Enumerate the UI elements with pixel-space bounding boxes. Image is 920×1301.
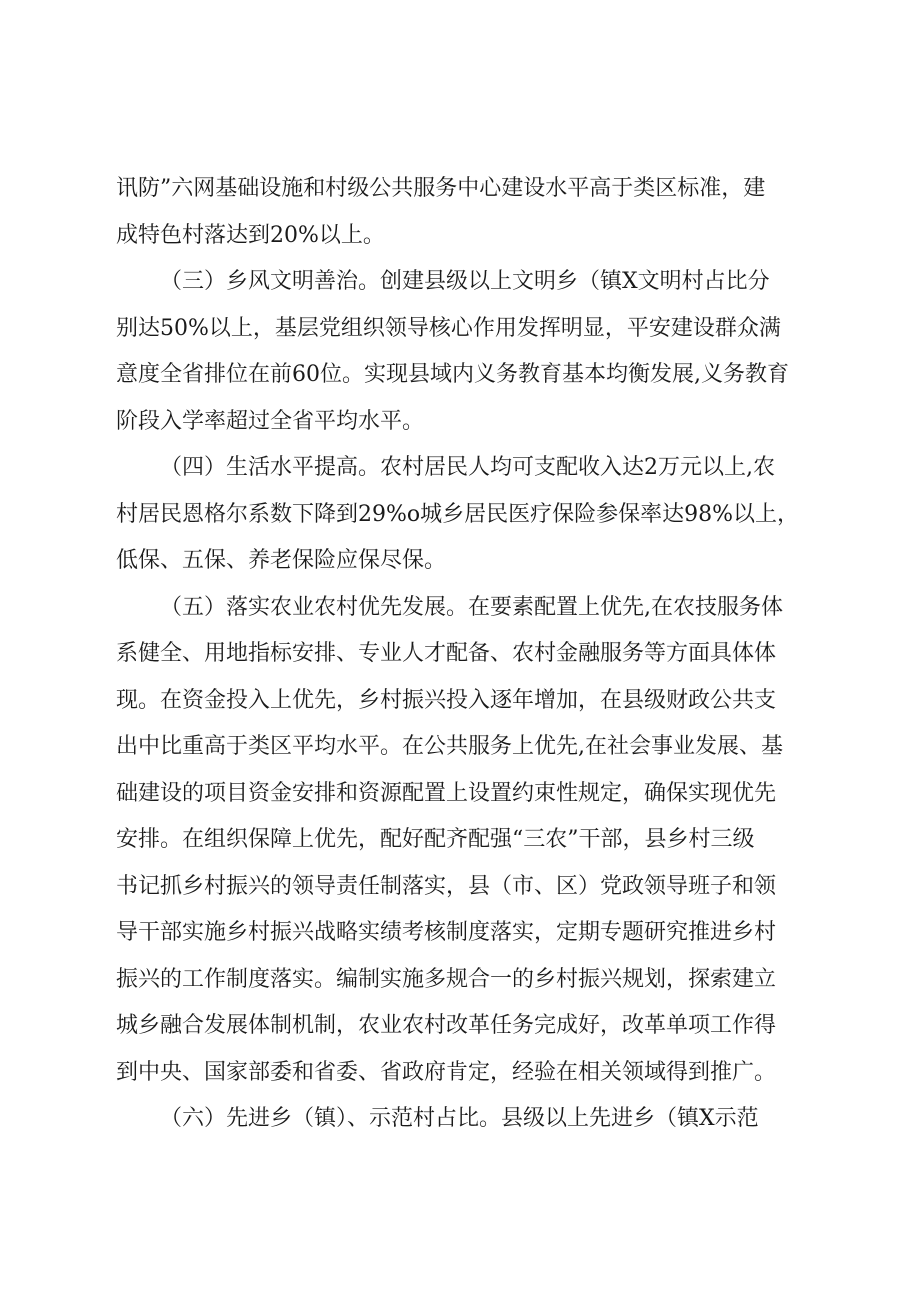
document-body (116, 166, 826, 1143)
text-line: 城乡融合发展体制机制，农业农村改革任务完成好，改革单项工作得 (116, 1013, 777, 1038)
paragraph-first-line: （三）乡风文明善治。创建县级以上文明乡（镇X文明村占比分 (160, 269, 770, 294)
text-line: 到中央、国家部委和省委、省政府肯定，经验在相关领域得到推广。 (116, 1059, 777, 1085)
text-line: 安排。在组织保障上优先，配好配齐配强“三农”干部，县乡村三级 (116, 827, 755, 852)
text-line: 振兴的工作制度落实。编制实施多规合一的乡村振兴规划，探索建立 (116, 966, 777, 992)
text-line: 阶段入学率超过全省平均水平。 (116, 408, 425, 434)
text-line: 现。在资金投入上优先，乡村振兴投入逐年增加，在县级财政公共支 (116, 687, 777, 713)
paragraph-first-line: （五）落实农业农村优先发展。在要素配置上优先,在农技服务体 (160, 594, 783, 620)
text-line: 低保、五保、养老保险应保尽保。 (116, 548, 447, 573)
text-line: 导干部实施乡村振兴战略实绩考核制度落实，定期专题研究推进乡村 (116, 920, 777, 945)
text-line: 础建设的项目资金安排和资源配置上设置约束性规定，确保实现优先 (116, 780, 777, 806)
text-line: 出中比重高于类区平均水平。在公共服务上优先,在社会事业发展、基 (116, 734, 783, 759)
paragraph-first-line: （四）生活水平提高。农村居民人均可支配收入达2万元以上,农 (160, 455, 775, 480)
text-line: 系健全、用地指标安排、专业人才配备、农村金融服务等方面具体体 (116, 641, 777, 666)
text-line: 别达50%以上，基层党组织领导核心作用发挥明显，平安建设群众满 (116, 315, 781, 341)
paragraph-first-line: （六）先进乡（镇）、示范村占比。县级以上先进乡（镇X示范 (160, 1106, 759, 1131)
text-line: 成特色村落达到20%以上。 (116, 222, 385, 248)
text-line: 村居民恩格尔系数下降到29%o城乡居民医疗保险参保率达98%以上， (116, 501, 800, 527)
text-line: 意度全省排位在前60位。实现县域内义务教育基本均衡发展,义务教育 (116, 362, 789, 387)
text-line: 书记抓乡村振兴的领导责任制落实，县（市、区）党政领导班子和领 (116, 873, 777, 899)
text-line: 讯防”六网基础设施和村级公共服务中心建设水平高于类区标准，建 (116, 176, 766, 201)
